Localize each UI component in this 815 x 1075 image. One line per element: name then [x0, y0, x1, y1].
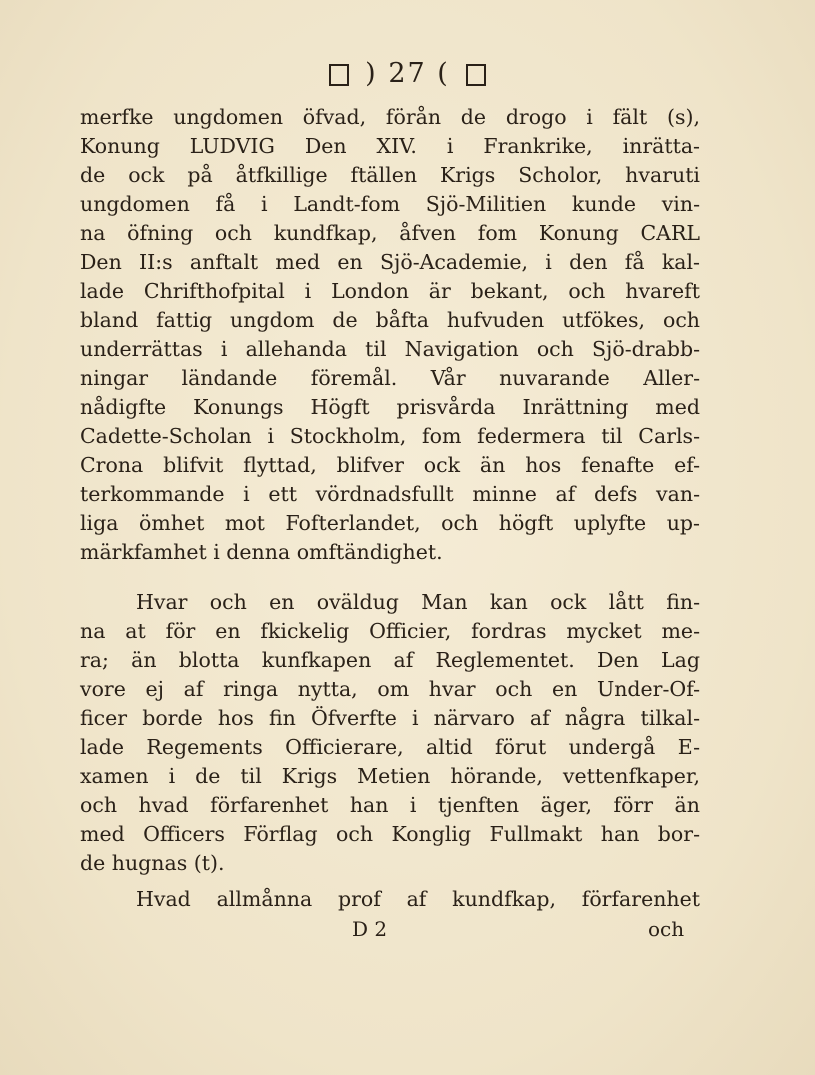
ornament-left-icon — [329, 64, 349, 86]
text-line: Konung LUDVIG Den XIV. i Frankrike, inrätta- — [80, 134, 700, 158]
text-line: och hvad förfarenhet han i tjenften äger, förr än — [80, 793, 700, 817]
text-line: ungdomen få i Landt-fom Sjö-Militien kunde vin- — [80, 192, 700, 216]
page-number: 27 — [388, 58, 427, 89]
text-line: Den II:s anftalt med en Sjö-Academie, i den få kal- — [80, 250, 700, 274]
text-line: de hugnas (t). — [80, 851, 225, 875]
text-line: ra; än blotta kunfkapen af Reglementet. Den Lag — [80, 648, 700, 672]
paragraph-2 — [80, 588, 700, 878]
text-line: lade Chrifthofpital i London är bekant, och hvareft — [80, 279, 700, 303]
text-line: ficer borde hos fin Öfverfte i närvaro af några tilkal- — [80, 706, 700, 730]
text-line: ningar ländande föremål. Vår nuvarande Aller- — [80, 366, 700, 390]
ornament-right-icon — [466, 64, 486, 86]
text-line: xamen i de til Krigs Metien hörande, vettenfkaper, — [80, 764, 700, 788]
text-line: märkfamhet i denna omftändighet. — [80, 540, 443, 564]
text-line: bland fattig ungdom de båfta hufvuden utfökes, och — [80, 308, 700, 332]
paragraph-1 — [80, 103, 700, 567]
header-right-paren: ( — [437, 58, 450, 89]
text-line: vore ej af ringa nytta, om hvar och en Under-Of- — [80, 677, 700, 701]
running-header — [0, 58, 815, 89]
text-line: Hvad allmånna prof af kundfkap, förfarenhet — [136, 887, 700, 911]
header-left-paren: ) — [365, 58, 378, 89]
text-line: Hvar och en oväldug Man kan ock lått fin- — [136, 590, 700, 614]
signature-mark: D 2 — [352, 917, 388, 941]
text-line: Crona blifvit flyttad, blifver ock än hos fenafte ef- — [80, 453, 700, 477]
text-line: de ock på åtfkillige ftällen Krigs Scholor, hvaruti — [80, 163, 700, 187]
text-line: underrättas i allehanda til Navigation och Sjö-drabb- — [80, 337, 700, 361]
text-line: na öfning och kundfkap, åfven fom Konung CARL — [80, 221, 700, 245]
text-line: terkommande i ett vördnadsfullt minne af defs van- — [80, 482, 700, 506]
paragraph-3 — [80, 885, 700, 914]
text-line: lade Regements Officierare, altid förut undergå E- — [80, 735, 700, 759]
text-line: na at för en fkickelig Officier, fordras mycket me- — [80, 619, 700, 643]
text-line: med Officers Förflag och Konglig Fullmakt han bor- — [80, 822, 700, 846]
text-line: liga ömhet mot Fofterlandet, och högft uplyfte up- — [80, 511, 700, 535]
text-line: nådigfte Konungs Högft prisvårda Inrättning med — [80, 395, 700, 419]
text-line: merfke ungdomen öfvad, förån de drogo i fält (s), — [80, 105, 700, 129]
catchword: och — [648, 917, 685, 941]
text-line: Cadette-Scholan i Stockholm, fom federmera til Carls- — [80, 424, 700, 448]
